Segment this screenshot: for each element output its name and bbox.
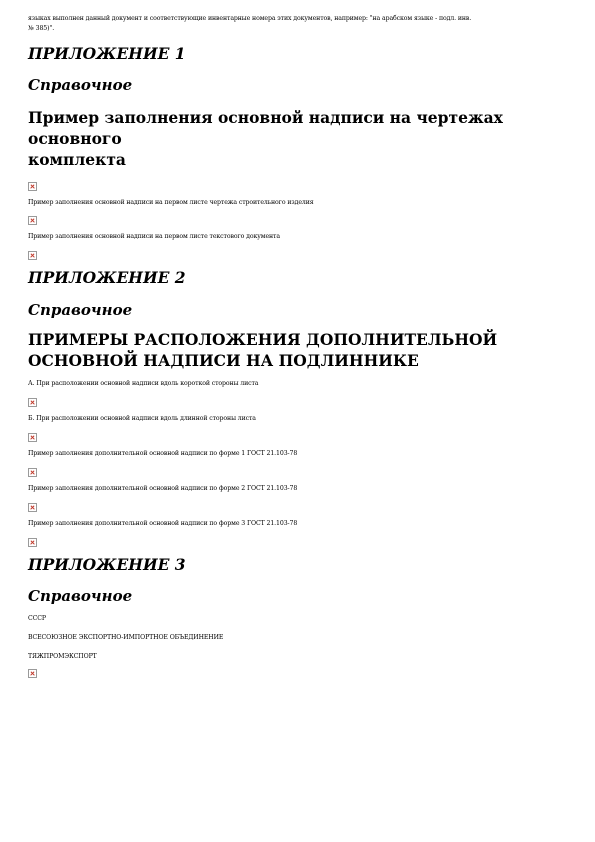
appendix-2-caption-form2: Пример заполнения дополнительной основной надписи по форме 2 ГОСТ 21.103-78 xyxy=(28,485,298,492)
broken-image-icon xyxy=(28,398,37,407)
appendix-3-subtitle: Справочное xyxy=(28,587,133,605)
broken-image-icon xyxy=(28,538,37,547)
appendix-2-subtitle: Справочное xyxy=(28,301,133,319)
appendix-2-heading-line1: ПРИМЕРЫ РАСПОЛОЖЕНИЯ ДОПОЛНИТЕЛЬНОЙ xyxy=(28,330,498,349)
broken-image-icon xyxy=(28,468,37,477)
appendix-1-heading-line2: комплекта xyxy=(28,150,126,169)
broken-image-icon xyxy=(28,433,37,442)
broken-image-icon xyxy=(28,503,37,512)
appendix-1-subtitle: Справочное xyxy=(28,76,133,94)
appendix-2-heading-line2: ОСНОВНОЙ НАДПИСИ НА ПОДЛИННИКЕ xyxy=(28,351,419,370)
appendix-3-title: ПРИЛОЖЕНИЕ 3 xyxy=(28,555,186,574)
appendix-2-caption-a: А. При расположении основной надписи вдоль короткой стороны листа xyxy=(28,380,259,387)
broken-image-icon xyxy=(28,669,37,678)
broken-image-icon xyxy=(28,251,37,260)
appendix-1-heading-line1: Пример заполнения основной надписи на чертежах основного xyxy=(28,108,503,148)
appendix-2-caption-b: Б. При расположении основной надписи вдоль длинной стороны листа xyxy=(28,415,256,422)
intro-text-line2: № 385)". xyxy=(28,25,55,32)
appendix-1-caption-2: Пример заполнения основной надписи на первом листе текстового документа xyxy=(28,233,280,240)
broken-image-icon xyxy=(28,182,37,191)
broken-image-icon xyxy=(28,216,37,225)
appendix-3-line-union: ВСЕСОЮЗНОЕ ЭКСПОРТНО-ИМПОРТНОЕ ОБЪЕДИНЕНИЕ xyxy=(28,634,224,641)
appendix-3-line-org: ТЯЖПРОМЭКСПОРТ xyxy=(28,653,97,660)
appendix-2-caption-form1: Пример заполнения дополнительной основной надписи по форме 1 ГОСТ 21.103-78 xyxy=(28,450,298,457)
intro-text-line1: языках выполнен данный документ и соответствующие инвентарные номера этих документов, например: "на арабском языке - подл. инв. xyxy=(28,15,472,22)
appendix-1-caption-1: Пример заполнения основной надписи на первом листе чертежа строительного изделия xyxy=(28,199,314,206)
appendix-2-caption-form3: Пример заполнения дополнительной основной надписи по форме 3 ГОСТ 21.103-78 xyxy=(28,520,298,527)
appendix-3-line-ussr: СССР xyxy=(28,615,46,622)
appendix-2-title: ПРИЛОЖЕНИЕ 2 xyxy=(28,268,186,287)
appendix-1-title: ПРИЛОЖЕНИЕ 1 xyxy=(28,44,186,63)
document-page xyxy=(28,14,568,678)
